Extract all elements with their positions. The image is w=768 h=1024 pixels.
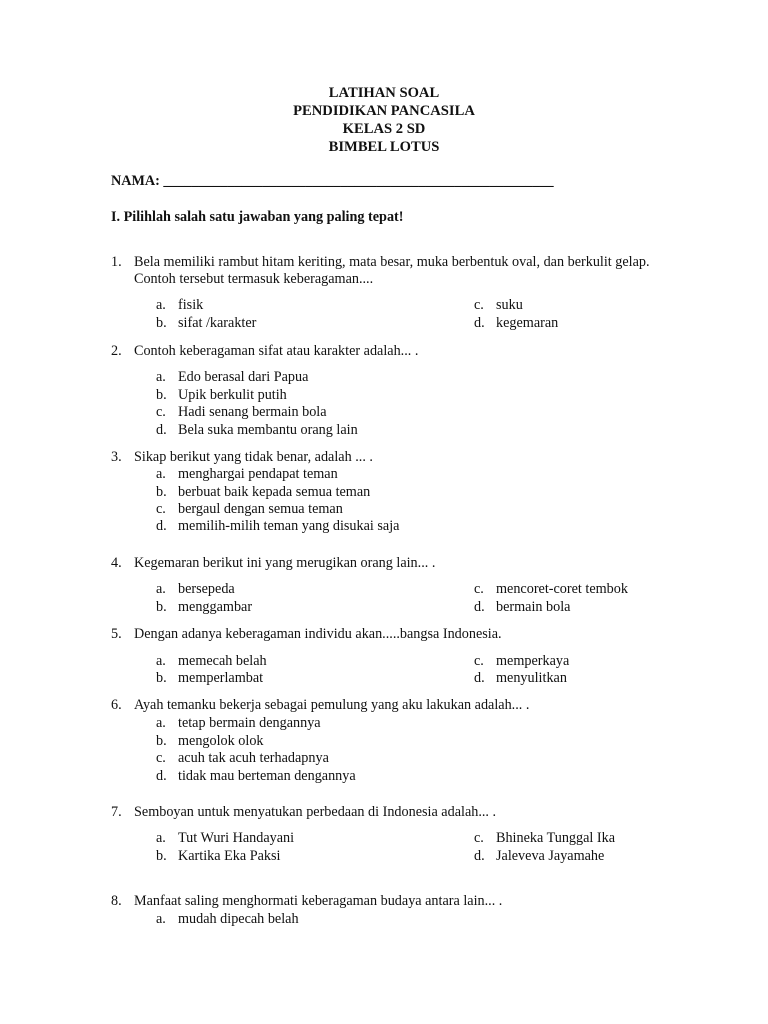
option-text: menyulitkan <box>496 670 567 686</box>
question-text: Manfaat saling menghormati keberagaman budaya antara lain... . <box>134 893 503 909</box>
option-text: memecah belah <box>178 653 267 669</box>
option-letter: b. <box>156 848 167 864</box>
option-letter: c. <box>474 297 484 313</box>
option-text: mencoret-coret tembok <box>496 581 628 597</box>
option-letter: c. <box>474 830 484 846</box>
question-number: 3. <box>111 449 122 465</box>
option-text: Tut Wuri Handayani <box>178 830 295 846</box>
option-letter: b. <box>156 315 167 331</box>
option-text: acuh tak acuh terhadapnya <box>178 750 329 766</box>
option-text: Hadi senang bermain bola <box>178 404 327 420</box>
option-letter: d. <box>474 848 485 864</box>
option-letter: b. <box>156 733 167 749</box>
question-text: Contoh keberagaman sifat atau karakter adalah... . <box>134 343 419 359</box>
option-text: mudah dipecah belah <box>178 911 299 927</box>
doc-subject: PENDIDIKAN PANCASILA <box>293 103 475 119</box>
option-letter: a. <box>156 581 166 597</box>
option-text: menghargai pendapat teman <box>178 466 338 482</box>
option-text: tetap bermain dengannya <box>178 715 321 731</box>
option-letter: d. <box>156 422 167 438</box>
question-number: 5. <box>111 626 122 642</box>
option-text: memperkaya <box>496 653 570 669</box>
question-text: Dengan adanya keberagaman individu akan.....bangsa Indonesia. <box>134 626 502 642</box>
option-letter: a. <box>156 466 166 482</box>
option-text: mengolok olok <box>178 733 264 749</box>
option-letter: d. <box>156 768 167 784</box>
name-field: NAMA: _______________________________________________________ <box>111 173 554 189</box>
option-text: Kartika Eka Paksi <box>178 848 281 864</box>
option-text: suku <box>496 297 523 313</box>
option-letter: c. <box>474 653 484 669</box>
option-text: fisik <box>178 297 204 313</box>
option-letter: d. <box>156 518 167 534</box>
option-text: tidak mau berteman dengannya <box>178 768 356 784</box>
option-letter: b. <box>156 387 167 403</box>
doc-class: KELAS 2 SD <box>342 121 426 137</box>
doc-institution: BIMBEL LOTUS <box>328 139 440 155</box>
question-text: Kegemaran berikut ini yang merugikan orang lain... . <box>134 555 436 571</box>
section-title: I. Pilihlah salah satu jawaban yang paling tepat! <box>111 209 404 225</box>
question-text: Bela memiliki rambut hitam keriting, mata besar, muka berbentuk oval, dan berkulit gelap. <box>134 254 650 270</box>
option-text: bermain bola <box>496 599 571 615</box>
option-text: Upik berkulit putih <box>178 387 287 403</box>
option-letter: a. <box>156 911 166 927</box>
question-text: Sikap berikut yang tidak benar, adalah ... . <box>134 449 373 465</box>
option-text: memilih-milih teman yang disukai saja <box>178 518 400 534</box>
option-letter: a. <box>156 715 166 731</box>
question-number: 6. <box>111 697 122 713</box>
option-text: Bhineka Tunggal Ika <box>496 830 616 846</box>
option-text: kegemaran <box>496 315 559 331</box>
doc-title: LATIHAN SOAL <box>328 85 440 101</box>
option-letter: c. <box>156 501 166 517</box>
option-letter: a. <box>156 653 166 669</box>
option-letter: c. <box>474 581 484 597</box>
option-letter: a. <box>156 297 166 313</box>
option-letter: d. <box>474 599 485 615</box>
option-letter: c. <box>156 750 166 766</box>
question-number: 2. <box>111 343 122 359</box>
option-letter: d. <box>474 670 485 686</box>
option-text: Edo berasal dari Papua <box>178 369 309 385</box>
option-text: Jaleveva Jayamahe <box>496 848 605 864</box>
option-text: berbuat baik kepada semua teman <box>178 484 371 500</box>
option-letter: c. <box>156 404 166 420</box>
option-letter: a. <box>156 369 166 385</box>
option-letter: b. <box>156 599 167 615</box>
option-letter: a. <box>156 830 166 846</box>
question-text: Ayah temanku bekerja sebagai pemulung yang aku lakukan adalah... . <box>134 697 530 713</box>
option-text: menggambar <box>178 599 253 615</box>
question-number: 7. <box>111 804 122 820</box>
option-letter: b. <box>156 670 167 686</box>
question-number: 1. <box>111 254 122 270</box>
question-number: 8. <box>111 893 122 909</box>
option-text: Bela suka membantu orang lain <box>178 422 358 438</box>
question-text: Semboyan untuk menyatukan perbedaan di Indonesia adalah... . <box>134 804 497 820</box>
option-letter: d. <box>474 315 485 331</box>
option-text: sifat /karakter <box>178 315 257 331</box>
option-text: memperlambat <box>178 670 264 686</box>
option-text: bergaul dengan semua teman <box>178 501 343 517</box>
question-text-line2: Contoh tersebut termasuk keberagaman.... <box>134 271 374 287</box>
option-letter: b. <box>156 484 167 500</box>
question-number: 4. <box>111 555 122 571</box>
option-text: bersepeda <box>178 581 235 597</box>
